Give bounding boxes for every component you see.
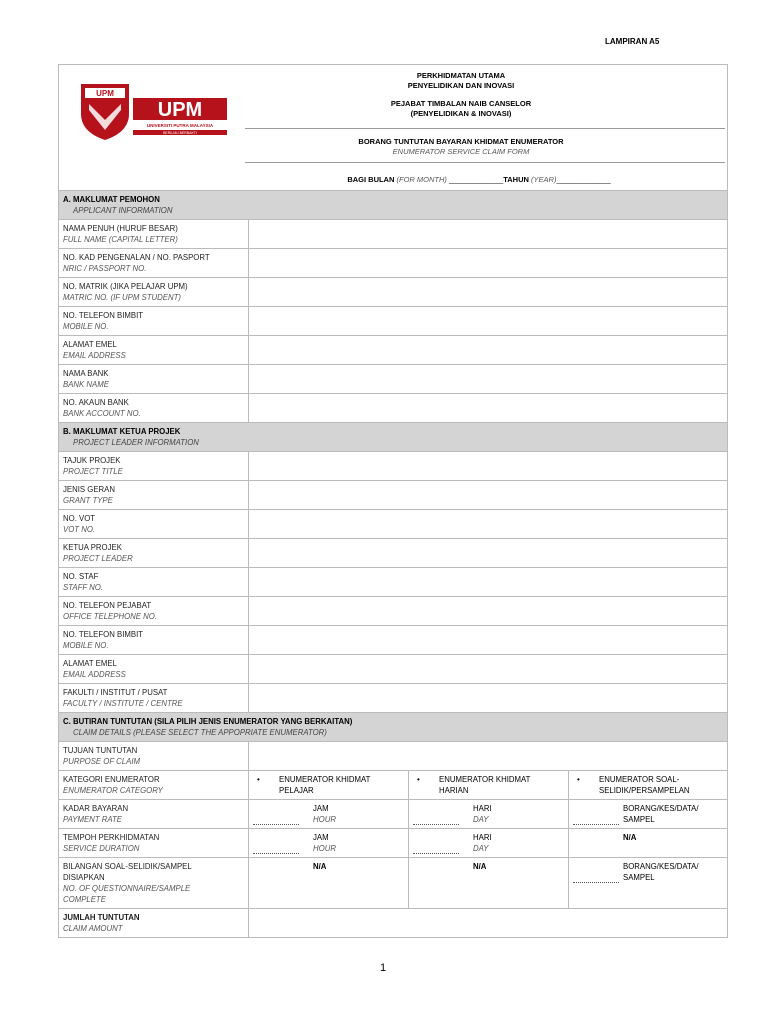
- form-row: [59, 307, 728, 336]
- field-label-en: BANK NAME: [63, 380, 109, 389]
- field-label-en: STAFF NO.: [63, 583, 103, 592]
- upm-crest-icon: [79, 80, 229, 140]
- field-input[interactable]: [249, 568, 728, 597]
- annex-label: LAMPIRAN A5: [605, 37, 660, 46]
- category-row: KATEGORI ENUMERATOR ENUMERATOR CATEGORY • ENUMERATOR KHIDMAT PELAJAR • ENUMERATOR KHIDMAT HARIAN • ENUMERATOR SOAL- SELIDIK/PERSAMPELAN: [59, 771, 728, 800]
- count-input[interactable]: BORANG/KES/DATA/ SAMPEL: [569, 858, 728, 909]
- field-label: TAJUK PROJEK: [63, 456, 121, 465]
- form-row: [59, 452, 728, 481]
- option-daily[interactable]: • ENUMERATOR KHIDMAT HARIAN: [409, 771, 569, 800]
- header-line3: PEJABAT TIMBALAN NAIB CANSELOR: [390, 99, 532, 108]
- option-student[interactable]: • ENUMERATOR KHIDMAT PELAJAR: [249, 771, 409, 800]
- field-label-en: EMAIL ADDRESS: [63, 351, 126, 360]
- count-na-student: N/A: [249, 858, 409, 909]
- svg-text:UPM: UPM: [157, 99, 203, 121]
- svg-text:UNIVERSITI PUTRA MALAYSIA: UNIVERSITI PUTRA MALAYSIA: [146, 123, 214, 128]
- field-input[interactable]: [249, 684, 728, 713]
- field-input[interactable]: [249, 597, 728, 626]
- form-row: [59, 597, 728, 626]
- total-input[interactable]: [249, 909, 728, 938]
- field-input[interactable]: [249, 220, 728, 249]
- field-label: NO. TELEFON PEJABAT: [63, 601, 152, 610]
- header-line4: (PENYELIDIKAN & INOVASI): [410, 108, 512, 118]
- form-header: [59, 65, 728, 191]
- form-row: [59, 278, 728, 307]
- svg-text:UPM: UPM: [96, 89, 114, 98]
- field-label: NO. VOT: [63, 514, 96, 523]
- form-row: [59, 626, 728, 655]
- field-input[interactable]: [249, 249, 728, 278]
- field-label: NO. MATRIK (JIKA PELAJAR UPM): [63, 282, 188, 291]
- field-label: JENIS GERAN: [63, 485, 115, 494]
- rate-form-input[interactable]: BORANG/KES/DATA/ SAMPEL: [569, 800, 728, 829]
- form-row: [59, 394, 728, 423]
- field-input[interactable]: [249, 365, 728, 394]
- month-blank[interactable]: _____________: [449, 175, 504, 184]
- rate-row: KADAR BAYARAN PAYMENT RATE JAM HOUR HARI DAY BORANG/KES/DATA/ SAMPEL: [59, 800, 728, 829]
- field-label-en: BANK ACCOUNT NO.: [63, 409, 141, 418]
- field-label: NAMA BANK: [63, 369, 109, 378]
- field-label: ALAMAT EMEL: [63, 659, 117, 668]
- form-row: [59, 568, 728, 597]
- svg-text:BERILMU BERBAKTI: BERILMU BERBAKTI: [163, 131, 197, 135]
- field-label: FAKULTI / INSTITUT / PUSAT: [63, 688, 168, 697]
- field-label-en: VOT NO.: [63, 525, 96, 534]
- upm-logo: [79, 80, 229, 140]
- purpose-input[interactable]: [249, 742, 728, 771]
- header-line2: PENYELIDIKAN DAN INOVASI: [407, 80, 515, 90]
- duration-hour-input[interactable]: JAM HOUR: [249, 829, 409, 858]
- field-label-en: MOBILE NO.: [63, 322, 109, 331]
- field-input[interactable]: [249, 452, 728, 481]
- form-row: [59, 539, 728, 568]
- field-label: KETUA PROJEK: [63, 543, 122, 552]
- field-input[interactable]: [249, 539, 728, 568]
- form-row: [59, 510, 728, 539]
- field-label: NO. TELEFON BIMBIT: [63, 311, 144, 320]
- count-row: BILANGAN SOAL-SELIDIK/SAMPEL DISIAPKAN NO. OF QUESTIONNAIRE/SAMPLE COMPLETE N/A N/A BORANG/KES/DATA/ SAMPEL: [59, 858, 728, 909]
- field-label-en: NRIC / PASSPORT NO.: [63, 264, 147, 273]
- purpose-row: TUJUAN TUNTUTAN PURPOSE OF CLAIM: [59, 742, 728, 771]
- field-input[interactable]: [249, 278, 728, 307]
- form-row: [59, 249, 728, 278]
- field-label-en: OFFICE TELEPHONE NO.: [63, 612, 158, 621]
- field-input[interactable]: [249, 626, 728, 655]
- page-number: 1: [380, 962, 387, 974]
- form-row: [59, 365, 728, 394]
- field-label: NO. KAD PENGENALAN / NO. PASPORT: [63, 253, 210, 262]
- field-label: NAMA PENUH (HURUF BESAR): [63, 224, 178, 233]
- option-survey[interactable]: • ENUMERATOR SOAL- SELIDIK/PERSAMPELAN: [569, 771, 728, 800]
- field-input[interactable]: [249, 481, 728, 510]
- field-input[interactable]: [249, 307, 728, 336]
- total-row: JUMLAH TUNTUTAN CLAIM AMOUNT: [59, 909, 728, 938]
- field-label: NO. AKAUN BANK: [63, 398, 129, 407]
- form-title: BORANG TUNTUTAN BAYARAN KHIDMAT ENUMERATOR: [358, 137, 564, 146]
- field-label-en: FULL NAME (CAPITAL LETTER): [63, 235, 178, 244]
- field-input[interactable]: [249, 510, 728, 539]
- duration-na: N/A: [569, 829, 728, 858]
- field-label-en: PROJECT LEADER: [63, 554, 133, 563]
- duration-day-input[interactable]: HARI DAY: [409, 829, 569, 858]
- month-year-line: BAGI BULAN (FOR MONTH) _____________TAHUN (YEAR)_____________: [347, 175, 611, 184]
- form-title-en: ENUMERATOR SERVICE CLAIM FORM: [392, 146, 530, 156]
- section-a-header: A. MAKLUMAT PEMOHON APPLICANT INFORMATION: [59, 191, 728, 220]
- field-input[interactable]: [249, 394, 728, 423]
- claim-form-table: [58, 64, 728, 938]
- form-row: [59, 481, 728, 510]
- form-row: [59, 336, 728, 365]
- field-label-en: GRANT TYPE: [63, 496, 113, 505]
- year-blank[interactable]: _____________: [556, 175, 611, 184]
- form-row: [59, 684, 728, 713]
- duration-row: TEMPOH PERKHIDMATAN SERVICE DURATION JAM HOUR HARI DAY N/A: [59, 829, 728, 858]
- field-label-en: PROJECT TITLE: [63, 467, 123, 476]
- header-line1: PERKHIDMATAN UTAMA: [416, 71, 506, 80]
- field-input[interactable]: [249, 336, 728, 365]
- form-row: [59, 655, 728, 684]
- field-label: NO. STAF: [63, 572, 99, 581]
- section-c-header: C. BUTIRAN TUNTUTAN (SILA PILIH JENIS ENUMERATOR YANG BERKAITAN) CLAIM DETAILS (PLEASE SELECT THE APPOPRIATE ENUMERATOR): [59, 713, 728, 742]
- field-input[interactable]: [249, 655, 728, 684]
- field-label-en: EMAIL ADDRESS: [63, 670, 126, 679]
- field-label-en: FACULTY / INSTITUTE / CENTRE: [63, 699, 183, 708]
- field-label: NO. TELEFON BIMBIT: [63, 630, 144, 639]
- field-label-en: MOBILE NO.: [63, 641, 109, 650]
- rate-day-input[interactable]: HARI DAY: [409, 800, 569, 829]
- field-label-en: MATRIC NO. (IF UPM STUDENT): [63, 293, 181, 302]
- section-b-header: B. MAKLUMAT KETUA PROJEK PROJECT LEADER INFORMATION: [59, 423, 728, 452]
- count-na-daily: N/A: [409, 858, 569, 909]
- form-row: [59, 220, 728, 249]
- rate-hour-input[interactable]: JAM HOUR: [249, 800, 409, 829]
- field-label: ALAMAT EMEL: [63, 340, 117, 349]
